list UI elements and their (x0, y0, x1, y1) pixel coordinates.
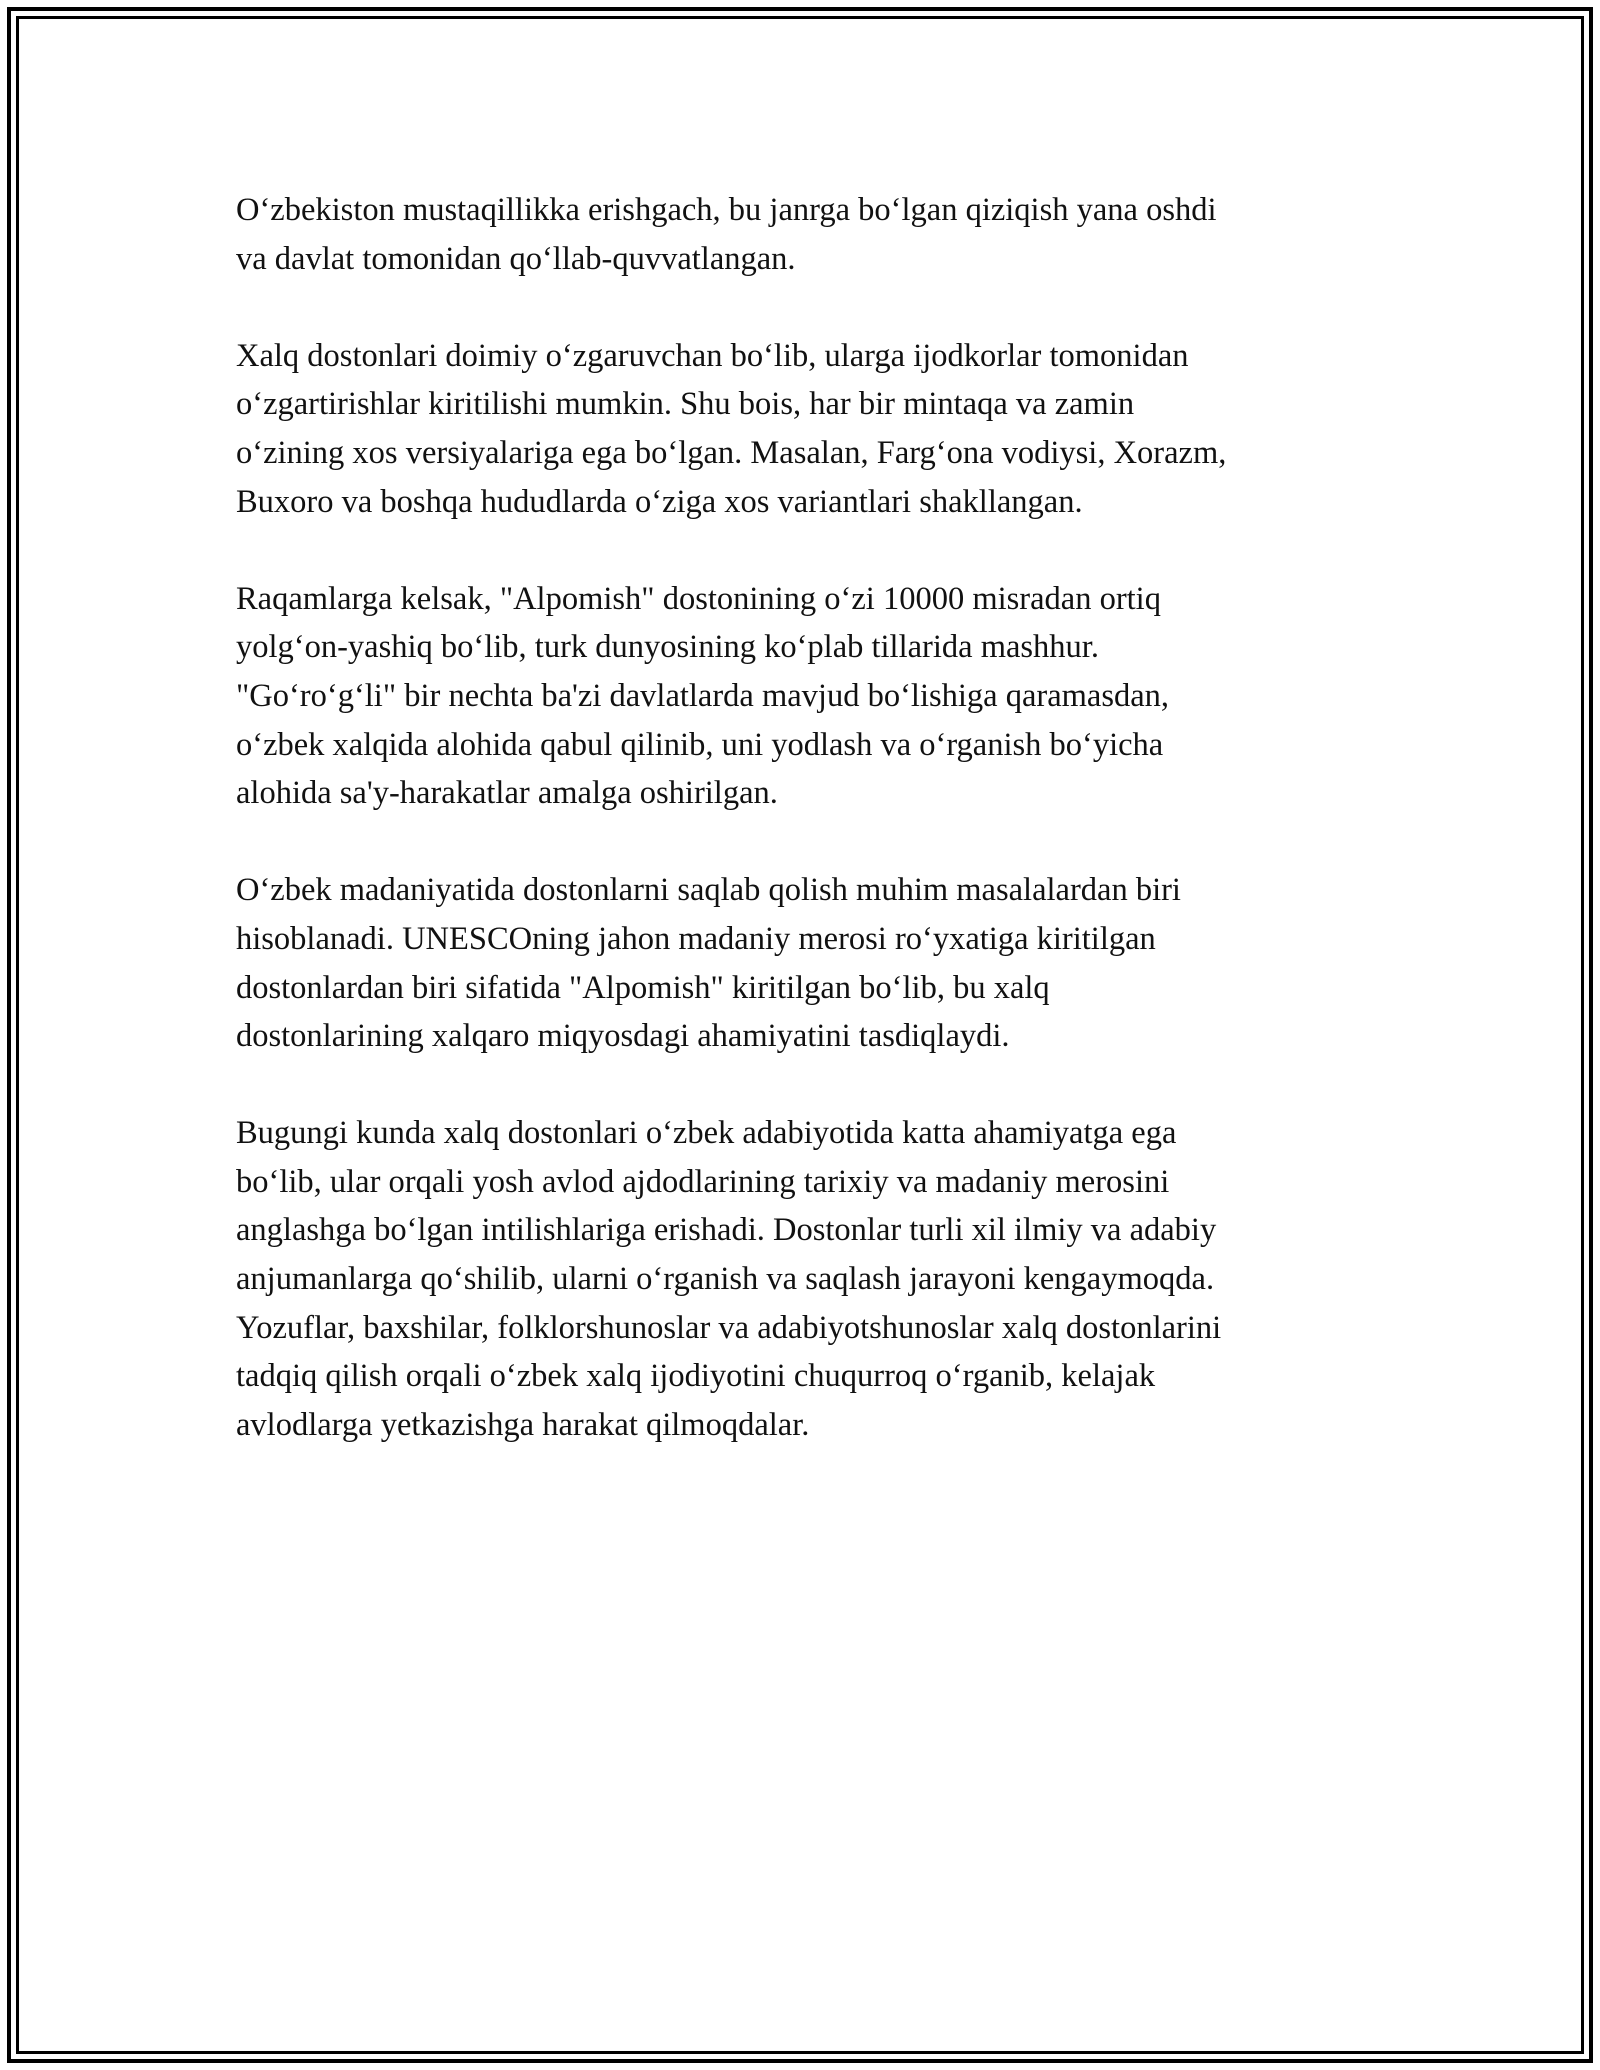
document-body (236, 186, 1376, 1498)
text-line: boʻlib, ular orqali yosh avlod ajdodlarining tarixiy va madaniy merosini (236, 1163, 1170, 1200)
paragraph (236, 1109, 1376, 1449)
text-line: yolgʻon-yashiq boʻlib, turk dunyosining koʻplab tillarida mashhur. (236, 629, 1099, 666)
text-line: anjumanlarga qoʻshilib, ularni oʻrganish va saqlash jarayoni kengaymoqda. (236, 1261, 1215, 1298)
text-line: Oʻzbek madaniyatida dostonlarni saqlab qolish muhim masalalardan biri (236, 872, 1181, 909)
text-line: Raqamlarga kelsak, "Alpomish" dostonining oʻzi 10000 misradan ortiq (236, 580, 1161, 617)
text-line: dostonlardan biri sifatida "Alpomish" kiritilgan boʻlib, bu xalq (236, 969, 1050, 1006)
text-line: oʻzining xos versiyalariga ega boʻlgan. Masalan, Fargʻona vodiysi, Xorazm, (236, 434, 1227, 471)
text-line: "Goʻroʻgʻli" bir nechta ba'zi davlatlarda mavjud boʻlishiga qaramasdan, (236, 677, 1170, 714)
paragraph (236, 575, 1376, 818)
text-line: avlodlarga yetkazishga harakat qilmoqdalar. (236, 1406, 810, 1443)
text-line: Bugungi kunda xalq dostonlari oʻzbek adabiyotida katta ahamiyatga ega (236, 1115, 1177, 1152)
text-line: va davlat tomonidan qoʻllab-quvvatlangan. (236, 240, 796, 277)
text-line: anglashga boʻlgan intilishlariga erishadi. Dostonlar turli xil ilmiy va adabiy (236, 1212, 1217, 1249)
paragraph (236, 332, 1376, 526)
paragraph (236, 866, 1376, 1060)
text-line: dostonlarining xalqaro miqyosdagi ahamiyatini tasdiqlaydi. (236, 1018, 1010, 1055)
text-line: Xalq dostonlari doimiy oʻzgaruvchan boʻlib, ularga ijodkorlar tomonidan (236, 337, 1189, 374)
text-line: alohida sa'y-harakatlar amalga oshirilgan. (236, 775, 778, 812)
text-line: Oʻzbekiston mustaqillikka erishgach, bu janrga boʻlgan qiziqish yana oshdi (236, 192, 1217, 228)
text-line: tadqiq qilish orqali oʻzbek xalq ijodiyotini chuqurroq oʻrganib, kelajak (236, 1358, 1156, 1395)
paragraph (236, 186, 1376, 283)
text-line: Yozuflar, baxshilar, folklorshunoslar va adabiyotshunoslar xalq dostonlarini (236, 1309, 1222, 1346)
text-line: Buxoro va boshqa hududlarda oʻziga xos variantlari shakllangan. (236, 483, 1083, 520)
text-line: oʻzgartirishlar kiritilishi mumkin. Shu bois, har bir mintaqa va zamin (236, 386, 1135, 423)
text-line: hisoblanadi. UNESCOning jahon madaniy merosi roʻyxatiga kiritilgan (236, 920, 1156, 957)
text-line: oʻzbek xalqida alohida qabul qilinib, uni yodlash va oʻrganish boʻyicha (236, 726, 1164, 763)
